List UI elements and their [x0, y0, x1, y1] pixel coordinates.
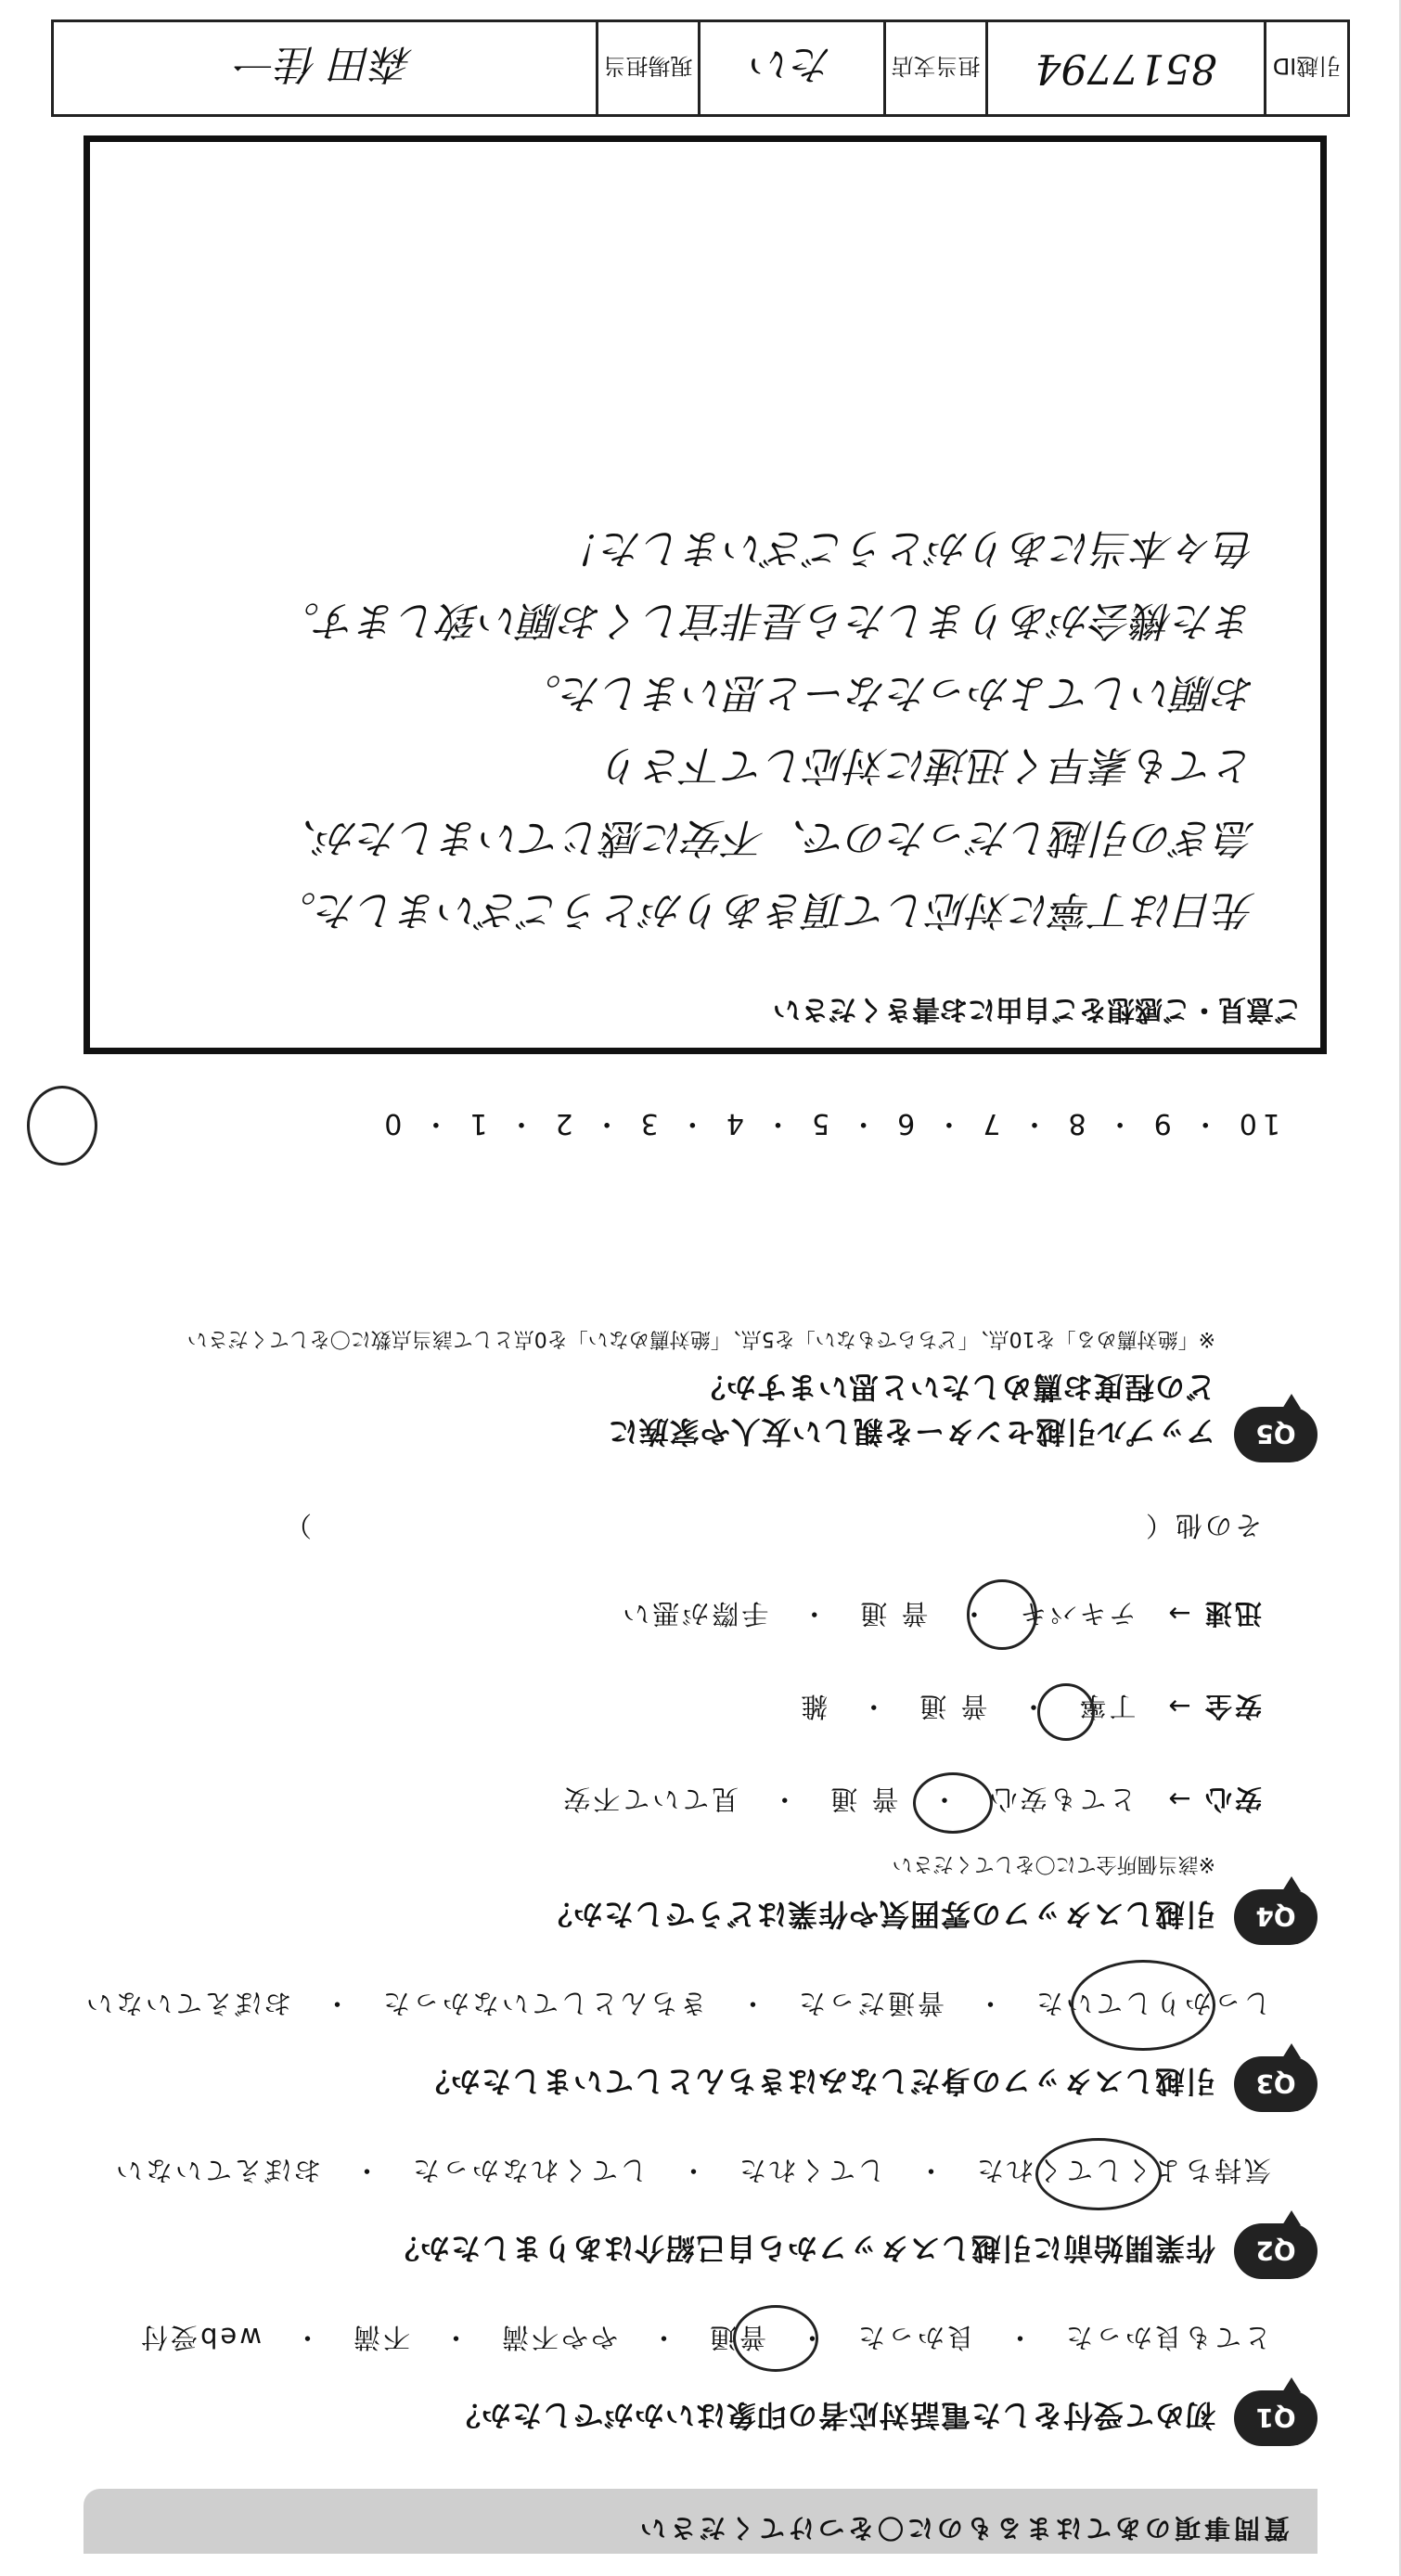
q4-row-2	[798, 1689, 1262, 1727]
question-4	[0, 1834, 1401, 1945]
q4-row-1-circle	[913, 1772, 993, 1834]
q2-text: 作業開始前に引越しスタッフから自己紹介はありましたか？	[388, 2231, 1215, 2266]
q4-row-1	[560, 1782, 1262, 1820]
q1-text: 初めて受付をした電話対応者の印象はいかがでしたか？	[449, 2398, 1215, 2433]
q5-text-line-1: アップル引越センターを親しい友人や家族に	[607, 1414, 1215, 1449]
q1-badge: Q1	[1234, 2390, 1317, 2446]
footer-table	[51, 19, 1350, 117]
q4-badge: Q4	[1234, 1889, 1317, 1945]
branch-label: 担当支店	[883, 22, 985, 114]
id-value: 8517794	[985, 22, 1264, 114]
q4-row-1-label: 安心	[1202, 1784, 1262, 1815]
comment-line: とても素早く迅速に対応して下さり	[602, 741, 1255, 789]
q3-options: しっかりしていた ・ 普通だった ・ きちんとしていなかった ・ おぼえていない	[83, 1988, 1271, 2019]
q4-row-3	[620, 1596, 1262, 1634]
id-label: 引越ID	[1264, 22, 1347, 114]
q3-answer-circle	[1071, 1960, 1215, 2051]
q4-row-2-label: 安全	[1202, 1691, 1262, 1722]
q5-answer-circle	[27, 1086, 97, 1166]
q4-row-2-circle	[1037, 1683, 1095, 1741]
q5-text-line-2: どの程度お薦めしたいと思いますか？	[694, 1370, 1215, 1405]
comment-line: また機会がありましたら是非宜しくお願い致します。	[278, 597, 1255, 644]
q5-scale: 10 ・ 9 ・ 8 ・ 7 ・ 6 ・ 5 ・ 4 ・ 3 ・ 2 ・ 1 ・ 0	[379, 1107, 1280, 1140]
q1-answer-circle	[733, 2305, 818, 2372]
q2-options: 気持ちよくしてくれた ・ してくれた ・ してくれなかった ・ おぼえていない	[112, 2155, 1271, 2186]
q5-badge: Q5	[1234, 1407, 1317, 1462]
q4-row-1-options: → とても安心 ・ 普 通 ・ 見ていて不安	[560, 1784, 1191, 1815]
q4-other: その他（ ）	[281, 1510, 1262, 1541]
header-banner-text: 質問事項のあてはまるものに〇をつけてください	[636, 2513, 1290, 2544]
q1-options: とても良かった ・ 良かった ・ 普通 ・ やや不満 ・ 不満 ・ web受付	[138, 2322, 1271, 2353]
q2-badge: Q2	[1234, 2223, 1317, 2279]
q3-text: 引越しスタッフの身だしなみはきちんとしていましたか？	[418, 2064, 1215, 2099]
comment-title: ご意見・ご感想をご自由にお書きください	[773, 993, 1302, 1025]
q4-row-3-label: 迅速	[1202, 1598, 1262, 1629]
comment-box	[84, 135, 1327, 1054]
q4-row-3-circle	[967, 1579, 1037, 1650]
q3-badge: Q3	[1234, 2056, 1317, 2112]
branch-value: たい	[698, 22, 883, 114]
comment-line: 先日は丁寧に対応して頂きありがとうございました。	[276, 886, 1255, 934]
question-5	[0, 1327, 1401, 1462]
q4-note: ※該当個所全てに〇をしてください	[892, 1852, 1215, 1875]
comment-line: 急ぎの引越しだったので、不安に感じていましたが、	[276, 814, 1255, 861]
q4-row-3-options: → テキパキ ・ 普 通 ・ 手際が悪い	[620, 1598, 1191, 1629]
q4-row-2-options: → 丁寧 ・ 普 通 ・ 雑	[798, 1691, 1191, 1722]
chief-label: 現場担当	[596, 22, 698, 114]
q5-note: ※「絶対薦める」を10点、「どちらでもない」を5点、「絶対薦めない」を0点として該当点数に〇をしてください	[186, 1327, 1215, 1350]
q2-answer-circle	[1035, 2138, 1162, 2210]
q4-text: 引越しスタッフの雰囲気や作業はどうでしたか？	[541, 1897, 1215, 1932]
comment-text	[123, 511, 1255, 946]
chief-value: 森田 佳一	[237, 40, 413, 88]
comment-line: お願いしてよかったなーと思いました。	[521, 669, 1255, 716]
comment-line: 色々本当にありがとうございました！	[561, 524, 1255, 572]
